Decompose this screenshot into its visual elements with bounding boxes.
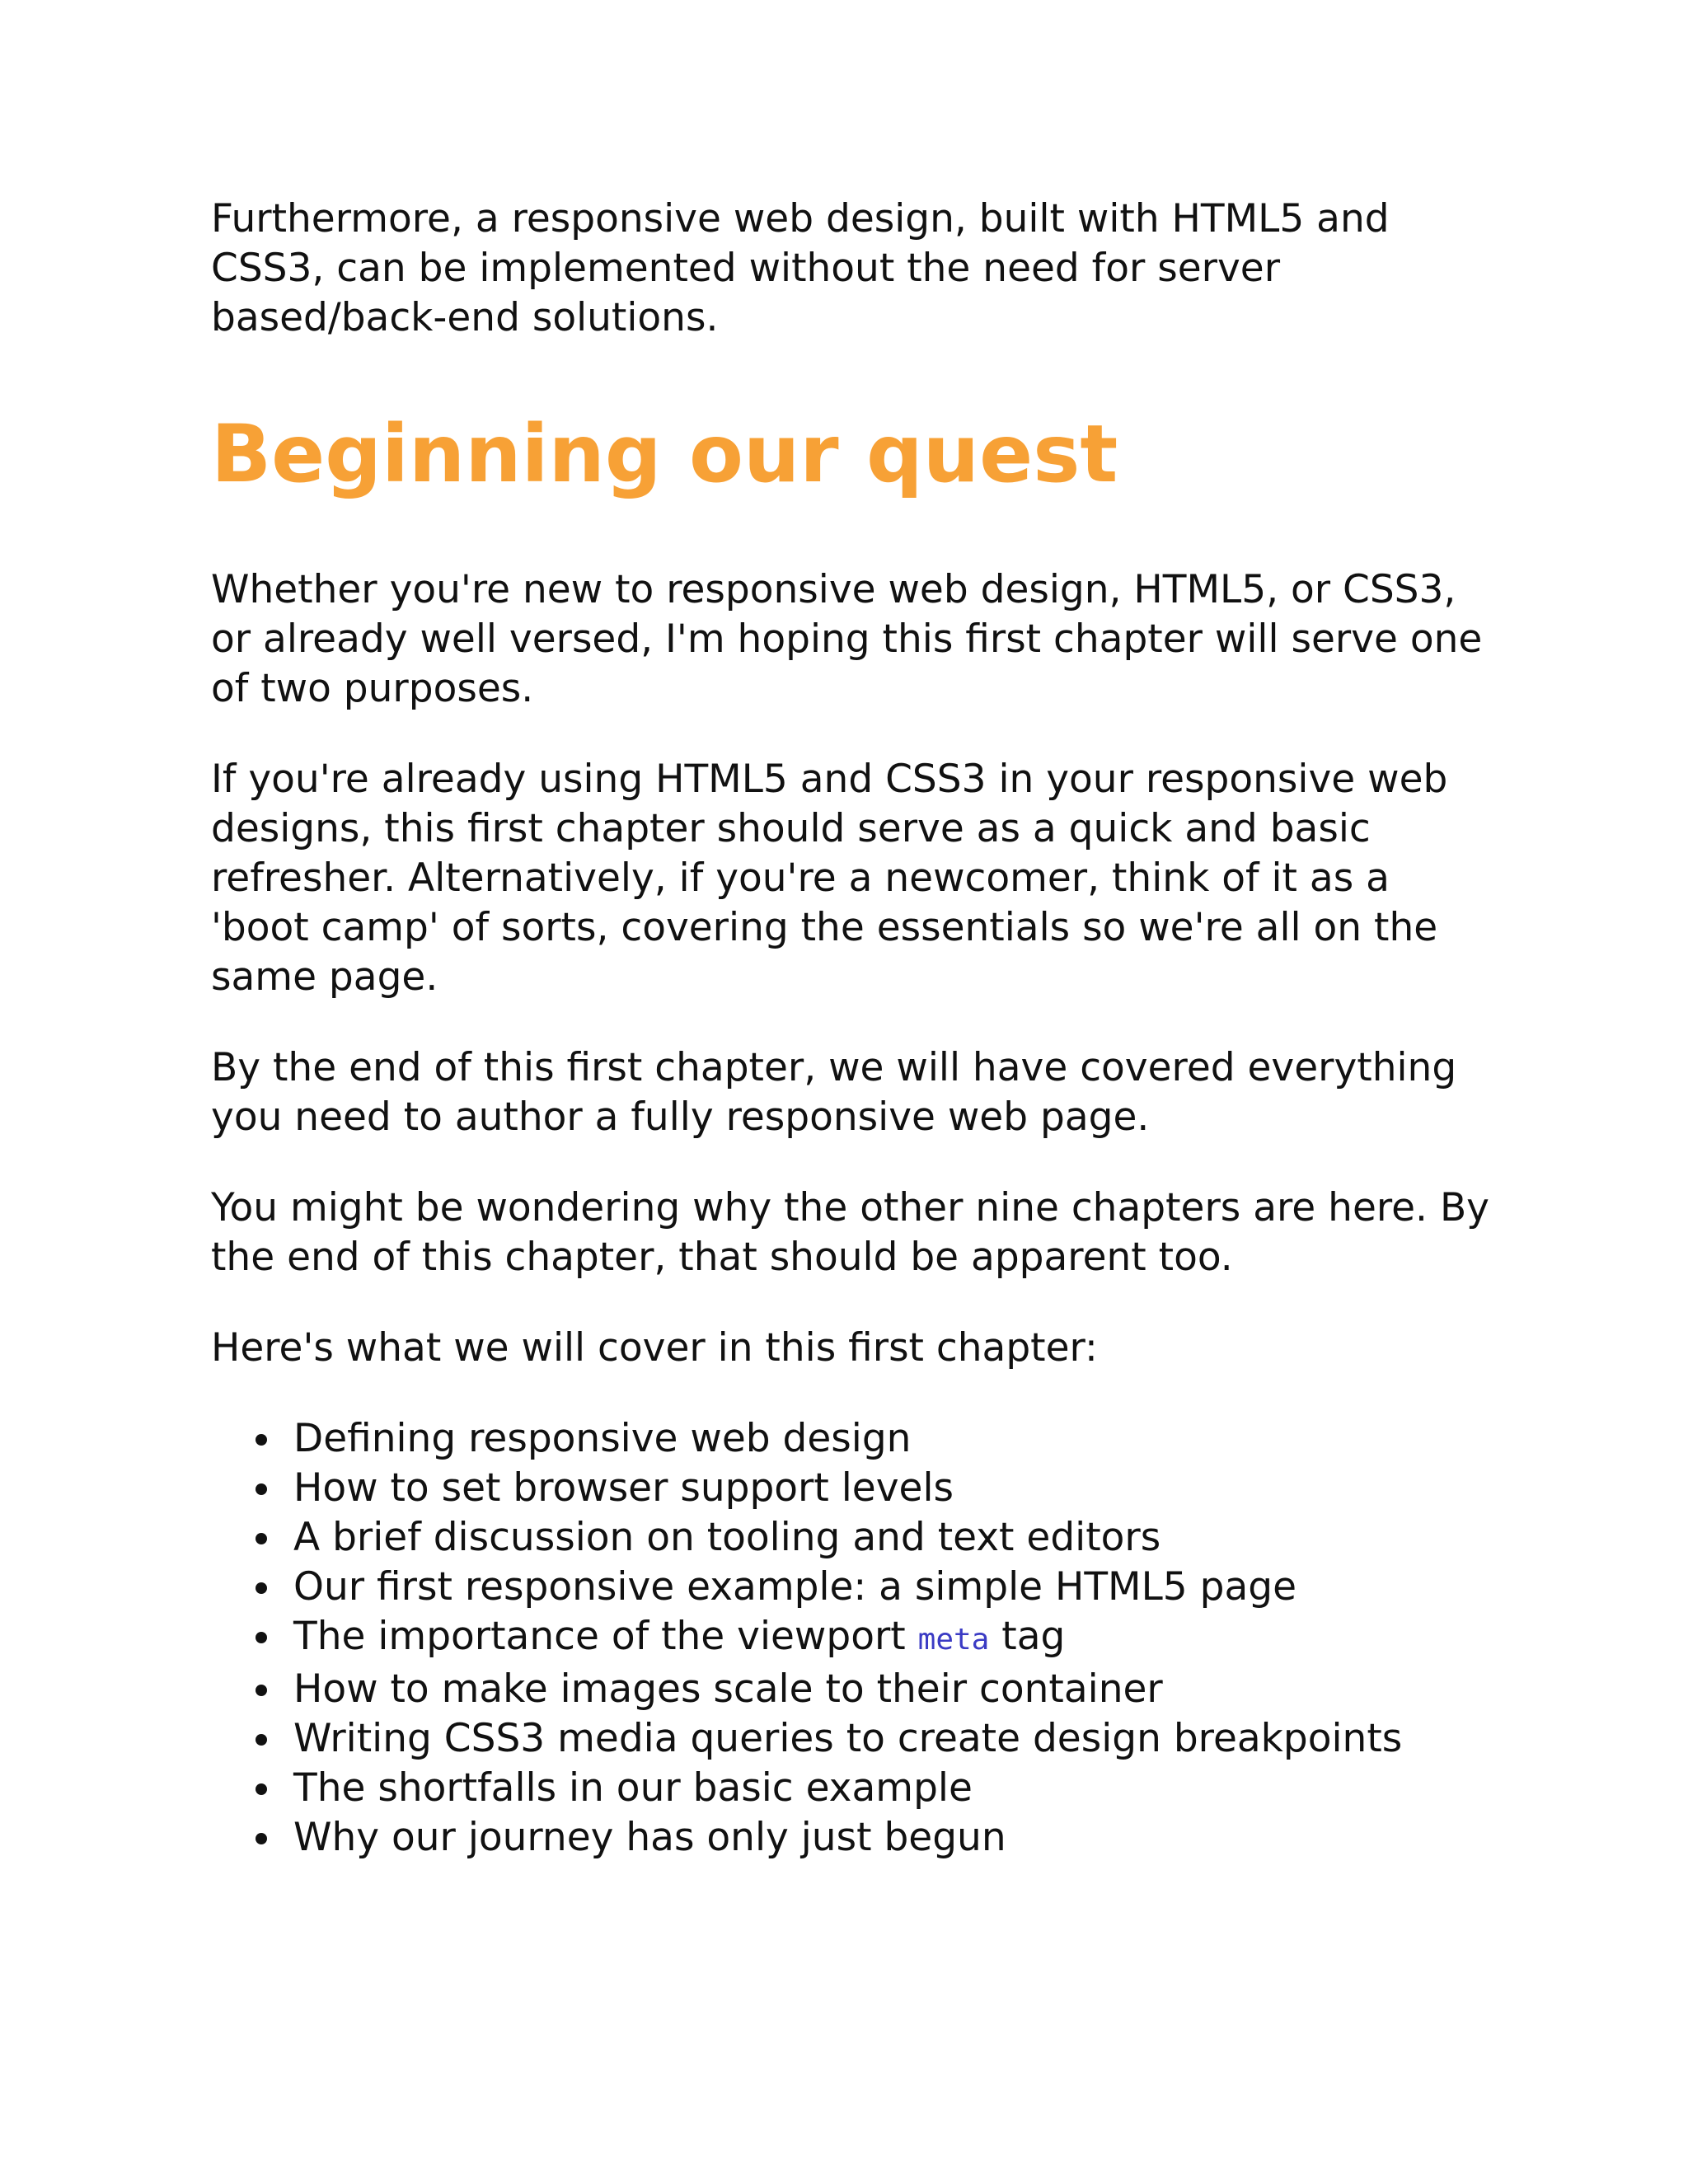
list-item-text: How to make images scale to their container xyxy=(293,1666,1163,1712)
list-item-text: Writing CSS3 media queries to create design breakpoints xyxy=(293,1716,1403,1761)
list-item xyxy=(293,1563,1497,1612)
section-heading: Beginning our quest xyxy=(211,408,1118,500)
bullet-icon xyxy=(256,1783,267,1795)
list-item-text: Our first responsive example: a simple HTML5 page xyxy=(293,1564,1297,1610)
bullet-icon xyxy=(256,1833,267,1844)
bullet-icon xyxy=(256,1434,267,1446)
document-page xyxy=(211,194,1497,1863)
intro-paragraph: Furthermore, a responsive web design, built with HTML5 and CSS3, can be implemented without the need for server based/back-end solutions. xyxy=(211,196,1390,340)
list-item-text: Defining responsive web design xyxy=(293,1416,912,1461)
list-item xyxy=(293,1665,1497,1714)
list-item-text-before: The importance of the viewport xyxy=(293,1614,918,1659)
list-item-text-after: tag xyxy=(989,1614,1066,1659)
list-item xyxy=(293,1714,1497,1764)
list-item xyxy=(293,1764,1497,1813)
topics-list xyxy=(211,1414,1497,1863)
paragraph-end-of-chapter: By the end of this first chapter, we will have covered everything you need to author a fully responsive web page. xyxy=(211,1045,1457,1140)
paragraph-other-chapters: You might be wondering why the other nine chapters are here. By the end of this chapter, that should be apparent too. xyxy=(211,1185,1489,1280)
bullet-icon xyxy=(256,1582,267,1594)
list-item xyxy=(293,1414,1497,1464)
list-item-text: A brief discussion on tooling and text editors xyxy=(293,1515,1161,1560)
list-item-text: The shortfalls in our basic example xyxy=(293,1765,973,1811)
code-meta: meta xyxy=(917,1623,990,1657)
list-item-text: How to set browser support levels xyxy=(293,1465,954,1511)
bullet-icon xyxy=(256,1632,267,1643)
list-item xyxy=(293,1464,1497,1513)
list-item xyxy=(293,1612,1497,1665)
paragraph-refresher: If you're already using HTML5 and CSS3 in your responsive web designs, this first chapter should serve as a quick and basic refresher. Alternatively, if you're a newcomer, think of it as a 'boot camp' of sorts, covering the essentials so we're all on the same page. xyxy=(211,757,1448,1000)
paragraph-intro-purposes: Whether you're new to responsive web design, HTML5, or CSS3, or already well versed, I'm hoping this first chapter will serve one of two purposes. xyxy=(211,567,1483,711)
bullet-icon xyxy=(256,1685,267,1696)
list-item xyxy=(293,1813,1497,1863)
paragraph-cover-intro: Here's what we will cover in this first chapter: xyxy=(211,1325,1098,1371)
list-item-text: Why our journey has only just begun xyxy=(293,1815,1006,1860)
bullet-icon xyxy=(256,1734,267,1746)
bullet-icon xyxy=(256,1533,267,1544)
list-item xyxy=(293,1513,1497,1563)
bullet-icon xyxy=(256,1483,267,1495)
